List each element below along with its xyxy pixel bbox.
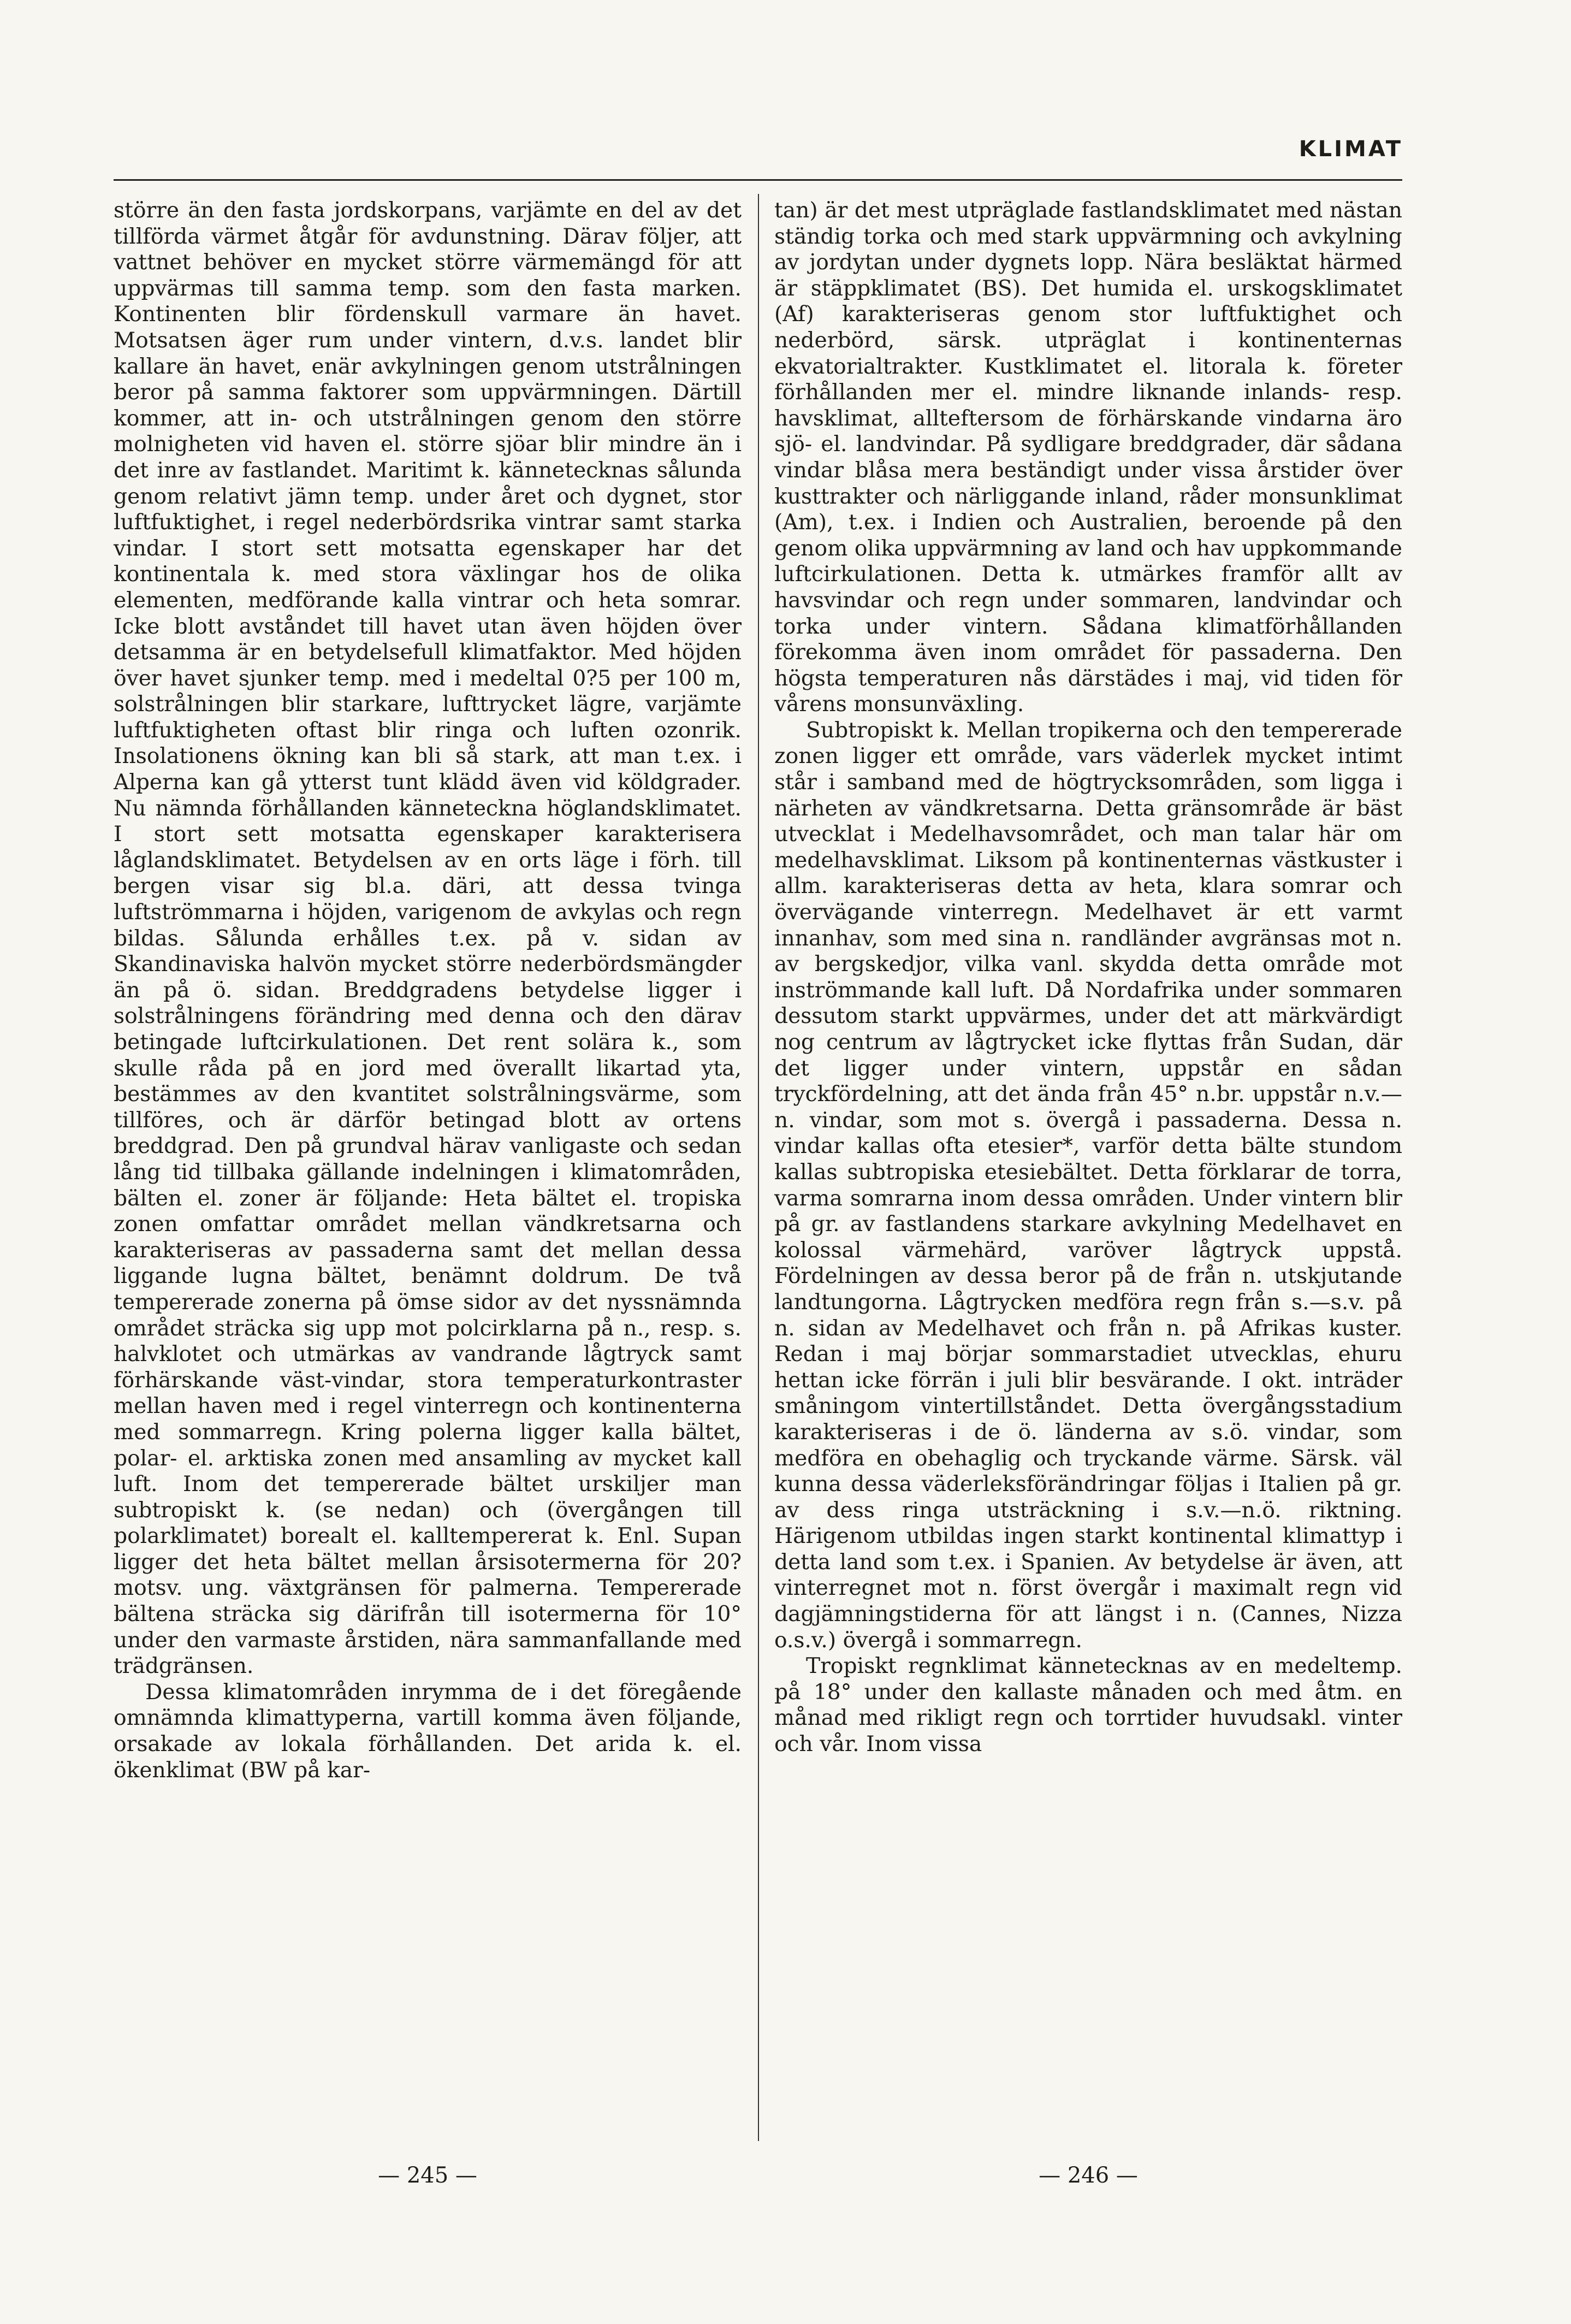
paragraph: tan) är det mest utpräglade fastlandsklimatet med nästan ständig torka och med stark uppvärmning och avkylning av jordytan under dygnets lopp. Nära besläktat härmed är stäppklimatet (BS). Det humida el. urskogsklimatet (Af) karakteriseras genom stor luftfuktighet och nederbörd, särsk. utpräglat i kontinenternas ekvatorialtrakter. Kustklimatet el. litorala k. företer förhållanden mer el. mindre liknande inlands- resp. havsklimat, allteftersom de förhärskande vindarna äro sjö- el. landvindar. På sydligare breddgrader, där sådana vindar blåsa mera beständigt under vissa årstider över kusttrakter och närliggande inland, råder monsunklimat (Am), t.ex. i Indien och Australien, beroende på den genom olika uppvärmning av land och hav uppkommande luftcirkulationen. Detta k. utmärkes framför allt av havsvindar och regn under sommaren, landvindar och torka under vintern. Sådana klimatförhållanden förekomma även inom området för passaderna. Den högsta temperaturen nås därstädes i maj, vid tiden för vårens monsunväxling. — [774, 198, 1402, 717]
header-rule — [114, 179, 1402, 181]
running-header: KLIMAT — [1299, 137, 1403, 162]
left-column — [114, 198, 742, 1783]
paragraph: Dessa klimatområden inrymma de i det föregående omnämnda klimattyperna, vartill komma även följande, orsakade av lokala förhållanden. Det arida k. el. ökenklimat (BW på kar- — [114, 1680, 742, 1783]
page-number-left: — 245 — — [378, 2163, 477, 2188]
paragraph: Tropiskt regnklimat kännetecknas av en medeltemp. på 18° under den kallaste månaden och med åtm. en månad med rikligt regn och torrtider huvudsakl. vinter och vår. Inom vissa — [774, 1654, 1402, 1757]
paragraph: större än den fasta jordskorpans, varjämte en del av det tillförda värmet åtgår för avdunstning. Därav följer, att vattnet behöver en mycket större värmemängd för att uppvärmas till samma temp. som den fasta marken. Kontinenten blir fördenskull varmare än havet. Motsatsen äger rum under vintern, d.v.s. landet blir kallare än havet, enär avkylningen genom utstrålningen beror på samma faktorer som uppvärmningen. Därtill kommer, att in- och utstrålningen genom den större molnigheten vid haven el. större sjöar blir mindre än i det inre av fastlandet. Maritimt k. kännetecknas sålunda genom relativt jämn temp. under året och dygnet, stor luftfuktighet, i regel nederbördsrika vintrar samt starka vindar. I stort sett motsatta egenskaper har det kontinentala k. med stora växlingar hos de olika elementen, medförande kalla vintrar och heta somrar. Icke blott avståndet till havet utan även höjden över detsamma är en betydelsefull klimatfaktor. Med höjden över havet sjunker temp. med i medeltal 0?5 per 100 m, solstrålningen blir starkare, lufttrycket lägre, varjämte luftfuktigheten oftast blir ringa och luften ozonrik. Insolationens ökning kan bli så stark, att man t.ex. i Alperna kan gå ytterst tunt klädd även vid köldgrader. Nu nämnda förhållanden känneteckna höglandsklimatet. I stort sett motsatta egenskaper karakterisera låglandsklimatet. Betydelsen av en orts läge i förh. till bergen visar sig bl.a. däri, att dessa tvinga luftströmmarna i höjden, varigenom de avkylas och regn bildas. Sålunda erhålles t.ex. på v. sidan av Skandinaviska halvön mycket större nederbördsmängder än på ö. sidan. Breddgradens betydelse ligger i solstrålningens förändring med denna och den därav betingade luftcirkulationen. Det rent solära k., som skulle råda på en jord med överallt likartad yta, bestämmes av den kvantitet solstrålningsvärme, som tillföres, och är därför betingad blott av ortens breddgrad. Den på grundval härav vanligaste och sedan lång tid tillbaka gällande indelningen i klimatområden, bälten el. zoner är följande: Heta bältet el. tropiska zonen omfattar området mellan vändkretsarna och karakteriseras av passaderna samt det mellan dessa liggande lugna bältet, benämnt doldrum. De två tempererade zonerna på ömse sidor av det nyssnämnda området sträcka sig upp mot polcirklarna på n., resp. s. halvklotet och utmärkas av vandrande lågtryck samt förhärskande väst-vindar, stora temperaturkontraster mellan haven med i regel vinterregn och kontinenterna med sommarregn. Kring polerna ligger kalla bältet, polar- el. arktiska zonen med ansamling av mycket kall luft. Inom det tempererade bältet urskiljer man subtropiskt k. (se nedan) och (övergången till polarklimatet) borealt el. kalltempererat k. Enl. Supan ligger det heta bältet mellan årsisotermerna för 20? motsv. ung. växtgränsen för palmerna. Tempererade bältena sträcka sig därifrån till isotermerna för 10° under den varmaste årstiden, nära sammanfallande med trädgränsen. — [114, 198, 742, 1679]
paragraph: Subtropiskt k. Mellan tropikerna och den tempererade zonen ligger ett område, vars väderlek mycket intimt står i samband med de högtrycksområden, som ligga i närheten av vändkretsarna. Detta gränsområde är bäst utvecklat i Medelhavsområdet, och man talar här om medelhavsklimat. Liksom på kontinenternas västkuster i allm. karakteriseras detta av heta, klara somrar och övervägande vinterregn. Medelhavet är ett varmt innanhav, som med sina n. randländer avgränsas mot n. av bergskedjor, vilka vanl. skydda detta område mot inströmmande kall luft. Då Nordafrika under sommaren dessutom starkt uppvärmes, under det att märkvärdigt nog centrum av lågtrycket icke flyttas från Sudan, där det ligger under vintern, uppstår en sådan tryckfördelning, att det ända från 45° n.br. uppstår n.v.—n. vindar, som mot s. övergå i passaderna. Dessa n. vindar kallas ofta etesier*, varför detta bälte stundom kallas subtropiska etesiebältet. Detta förklarar de torra, varma somrarna inom dessa områden. Under vintern blir på gr. av fastlandens starkare avkylning Medelhavet en kolossal värmehärd, varöver lågtryck uppstå. Fördelningen av dessa beror på de från n. utskjutande landtungorna. Lågtrycken medföra regn från s.—s.v. på n. sidan av Medelhavet och från n. på Afrikas kuster. Redan i maj börjar sommarstadiet utvecklas, ehuru hettan icke förrän i juli blir besvärande. I okt. inträder småningom vintertillståndet. Detta övergångsstadium karakteriseras i de ö. länderna av s.ö. vindar, som medföra en obehaglig och tryckande värme. Särsk. väl kunna dessa väderleksförändringar följas i Italien på gr. av dess ringa utsträckning i s.v.—n.ö. riktning. Härigenom utbildas ingen starkt kontinental klimattyp i detta land som t.ex. i Spanien. Av betydelse är även, att vinterregnet mot n. först övergår i maximalt regn vid dagjämningstiderna för att längst i n. (Cannes, Nizza o.s.v.) övergå i sommarregn. — [774, 718, 1402, 1653]
column-divider — [758, 194, 759, 2141]
page-number-right: — 246 — — [1039, 2163, 1138, 2188]
right-column — [774, 198, 1402, 1758]
